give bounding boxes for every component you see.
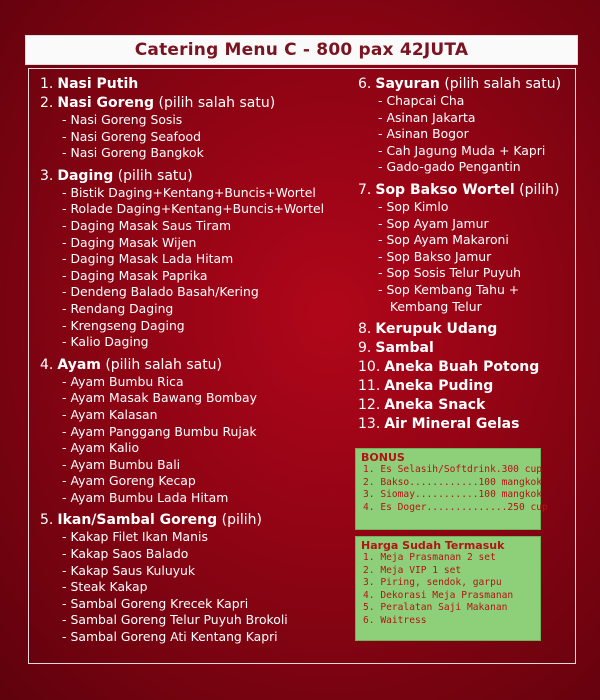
item-dash: -	[62, 440, 67, 456]
category-number: 6.	[358, 76, 372, 92]
item-dash: -	[62, 473, 67, 489]
bonus-row: 2. Bakso............100 mangkok	[363, 476, 543, 488]
item-label: Daging Masak Saus Tiram	[70, 217, 232, 233]
category-number: 8.	[358, 321, 372, 338]
item-dash: -	[62, 529, 67, 545]
item-label: Kakap Saus Kuluyuk	[70, 562, 196, 578]
bonus-box	[355, 448, 548, 530]
item-dash: -	[378, 265, 383, 281]
item-dash: -	[378, 142, 383, 158]
item-label: Daging Masak Paprika	[70, 267, 208, 283]
menu-item	[40, 334, 358, 351]
item-dash: -	[378, 215, 383, 231]
item-dash: -	[62, 423, 67, 439]
menu-item	[40, 268, 358, 285]
menu-item	[40, 407, 358, 424]
category-name: Air Mineral Gelas	[384, 416, 520, 433]
item-dash: -	[378, 281, 383, 297]
item-label: Ayam Bumbu Bali	[70, 456, 181, 472]
included-row: 5. Peralatan Saji Makanan	[363, 602, 508, 614]
item-label: Ayam Bumbu Lada Hitam	[70, 489, 229, 505]
menu-category	[40, 357, 358, 374]
menu-item	[40, 284, 358, 301]
menu-item	[40, 579, 358, 596]
menu-title: Catering Menu C - 800 pax 42JUTA	[25, 35, 578, 65]
item-dash	[378, 299, 386, 314]
menu-item	[40, 374, 358, 391]
category-name: Ayam	[57, 356, 101, 373]
item-label: Kakap Saos Balado	[70, 546, 189, 562]
item-dash: -	[62, 251, 67, 267]
category-name: Aneka Snack	[384, 397, 486, 414]
bonus-row: 3. Siomay...........100 mangkok	[363, 489, 543, 501]
included-row: 1. Meja Prasmanan 2 set	[363, 552, 496, 563]
item-label: Ayam Bumbu Rica	[70, 373, 184, 389]
menu-item	[358, 93, 580, 110]
item-label: Sop Ayam Jamur	[386, 215, 489, 231]
category-number: 5.	[40, 512, 54, 529]
item-dash: -	[62, 334, 67, 350]
item-label: Dendeng Balado Basah/Kering	[70, 284, 259, 300]
included-row: 2. Meja VIP 1 set	[363, 564, 462, 576]
category-note: (pilih salah satu)	[105, 356, 223, 373]
menu-item	[358, 110, 580, 127]
item-dash: -	[378, 159, 383, 175]
category-name: Ikan/Sambal Goreng	[57, 512, 218, 529]
category-note: (pilih)	[519, 181, 560, 198]
item-label: Sop Ayam Makaroni	[386, 232, 509, 248]
included-header: Harga Sudah Termasuk	[361, 539, 505, 552]
menu-item	[40, 218, 358, 235]
menu-category	[358, 397, 580, 414]
menu-item	[40, 201, 358, 218]
menu-item	[358, 265, 580, 282]
category-items	[358, 199, 580, 315]
menu-item	[40, 112, 358, 129]
item-dash: -	[62, 300, 67, 316]
menu-item	[40, 145, 358, 162]
category-name: Nasi Putih	[57, 76, 139, 92]
category-name: Sayuran	[375, 76, 440, 92]
category-number: 9.	[358, 340, 372, 357]
included-row: 4. Dekorasi Meja Prasmanan	[363, 589, 514, 601]
category-number: 7.	[358, 181, 372, 198]
item-dash: -	[62, 489, 67, 505]
category-number: 10.	[358, 359, 381, 376]
menu-item	[40, 235, 358, 252]
item-dash: -	[378, 198, 383, 214]
included-box	[355, 536, 541, 641]
category-name: Nasi Goreng	[57, 95, 155, 111]
menu-category	[358, 321, 580, 338]
category-number: 1.	[40, 76, 54, 92]
menu-item	[40, 390, 358, 407]
item-dash: -	[378, 248, 383, 264]
right-column	[358, 76, 580, 435]
menu-item	[358, 216, 580, 233]
item-dash: -	[62, 456, 67, 472]
item-dash: -	[378, 126, 383, 142]
item-dash: -	[62, 201, 67, 217]
item-dash: -	[62, 629, 67, 645]
item-label: Krengseng Daging	[70, 317, 185, 333]
item-label: Asinan Bogor	[386, 126, 469, 142]
category-note: (pilih salah satu)	[158, 95, 276, 111]
included-row: 3. Piring, sendok, garpu	[363, 577, 502, 589]
item-dash: -	[62, 217, 67, 233]
item-label: Nasi Goreng Seafood	[70, 128, 201, 144]
item-label: Rendang Daging	[70, 300, 174, 316]
menu-item	[358, 126, 580, 143]
category-number: 4.	[40, 356, 54, 373]
category-note: (pilih satu)	[117, 167, 193, 184]
category-name: Sambal	[375, 340, 434, 357]
item-label: Nasi Goreng Bangkok	[70, 145, 204, 161]
item-dash: -	[62, 390, 67, 406]
menu-item	[40, 424, 358, 441]
menu-item	[40, 440, 358, 457]
item-label: Gado-gado Pengantin	[386, 159, 521, 175]
bonus-row: 4. Es Doger..............250 cup	[363, 501, 548, 513]
item-dash: -	[62, 406, 67, 422]
item-label: Ayam Goreng Kecap	[70, 473, 196, 489]
item-dash: -	[62, 267, 67, 283]
category-items	[358, 93, 580, 176]
menu-item	[358, 199, 580, 216]
included-row: 6. Waitress	[363, 614, 427, 626]
category-note: (pilih salah satu)	[444, 76, 562, 92]
item-label: Ayam Panggang Bumbu Rujak	[70, 423, 257, 439]
category-name: Sop Bakso Wortel	[375, 181, 515, 198]
item-label: Sambal Goreng Telur Puyuh Brokoli	[70, 612, 288, 628]
menu-item	[40, 612, 358, 629]
item-label: Rolade Daging+Kentang+Buncis+Wortel	[70, 201, 325, 217]
menu-category	[40, 168, 358, 185]
item-dash: -	[62, 562, 67, 578]
item-dash: -	[62, 112, 67, 127]
menu-category	[40, 512, 358, 529]
category-items	[40, 529, 358, 645]
item-label: Sop Kimlo	[386, 198, 449, 214]
menu-item	[40, 473, 358, 490]
category-name: Kerupuk Udang	[375, 321, 498, 338]
menu-item	[358, 282, 580, 299]
menu-category	[358, 340, 580, 357]
menu-item	[40, 529, 358, 546]
category-number: 11.	[358, 378, 381, 395]
left-column	[40, 76, 358, 652]
item-label: Nasi Goreng Sosis	[70, 112, 183, 127]
item-label: Ayam Masak Bawang Bombay	[70, 390, 257, 406]
item-dash: -	[62, 317, 67, 333]
menu-category	[40, 76, 358, 93]
category-number: 2.	[40, 95, 54, 111]
menu-item	[40, 596, 358, 613]
category-name: Aneka Puding	[384, 378, 494, 395]
menu-item	[40, 318, 358, 335]
menu-item	[40, 129, 358, 146]
item-label: Daging Masak Wijen	[70, 234, 197, 250]
menu-item	[358, 249, 580, 266]
bonus-row: 1. Es Selasih/Softdrink.300 cup	[363, 464, 543, 475]
item-dash: -	[62, 145, 67, 161]
menu-category	[358, 359, 580, 376]
item-dash: -	[62, 373, 67, 389]
menu-category	[358, 416, 580, 433]
menu-item	[40, 546, 358, 563]
category-name: Aneka Buah Potong	[384, 359, 540, 376]
category-number: 13.	[358, 416, 381, 433]
item-label: Ayam Kalio	[70, 440, 140, 456]
item-dash: -	[62, 284, 67, 300]
bonus-header: BONUS	[361, 451, 405, 464]
item-dash: -	[62, 184, 67, 200]
menu-item	[40, 301, 358, 318]
category-name: Daging	[57, 167, 114, 184]
item-label: Bistik Daging+Kentang+Buncis+Wortel	[70, 184, 316, 200]
category-number: 12.	[358, 397, 381, 414]
item-label: Sop Bakso Jamur	[386, 248, 492, 264]
menu-item	[40, 457, 358, 474]
item-dash: -	[62, 612, 67, 628]
category-items	[40, 112, 358, 162]
item-label: Steak Kakap	[70, 579, 148, 595]
category-items	[40, 374, 358, 507]
menu-item	[40, 251, 358, 268]
menu-item	[40, 563, 358, 580]
menu-item	[358, 299, 580, 316]
item-label: Kembang Telur	[389, 298, 482, 314]
category-items	[40, 185, 358, 351]
item-dash: -	[62, 579, 67, 595]
menu-category	[358, 76, 580, 93]
item-label: Chapcai Cha	[386, 93, 465, 108]
item-label: Sop Kembang Tahu +	[386, 281, 520, 297]
category-note: (pilih)	[221, 512, 262, 529]
item-dash: -	[378, 232, 383, 248]
item-label: Cah Jagung Muda + Kapri	[386, 142, 546, 158]
menu-item	[40, 629, 358, 646]
item-label: Kalio Daging	[70, 334, 149, 350]
menu-item	[358, 143, 580, 160]
item-label: Sambal Goreng Krecek Kapri	[70, 595, 249, 611]
item-label: Sop Sosis Telur Puyuh	[386, 265, 522, 281]
menu-category	[40, 95, 358, 112]
item-label: Daging Masak Lada Hitam	[70, 251, 234, 267]
item-label: Ayam Kalasan	[70, 406, 158, 422]
menu-category	[358, 182, 580, 199]
item-label: Asinan Jakarta	[386, 109, 476, 125]
item-label: Sambal Goreng Ati Kentang Kapri	[70, 629, 278, 645]
item-dash: -	[378, 109, 383, 125]
item-dash: -	[62, 546, 67, 562]
menu-item	[40, 185, 358, 202]
item-dash: -	[62, 234, 67, 250]
item-label: Kakap Filet Ikan Manis	[70, 529, 208, 545]
category-number: 3.	[40, 167, 54, 184]
menu-category	[358, 378, 580, 395]
menu-item	[358, 232, 580, 249]
menu-item	[40, 490, 358, 507]
menu-item	[358, 159, 580, 176]
item-dash: -	[62, 128, 67, 144]
item-dash: -	[62, 595, 67, 611]
item-dash: -	[378, 93, 383, 108]
